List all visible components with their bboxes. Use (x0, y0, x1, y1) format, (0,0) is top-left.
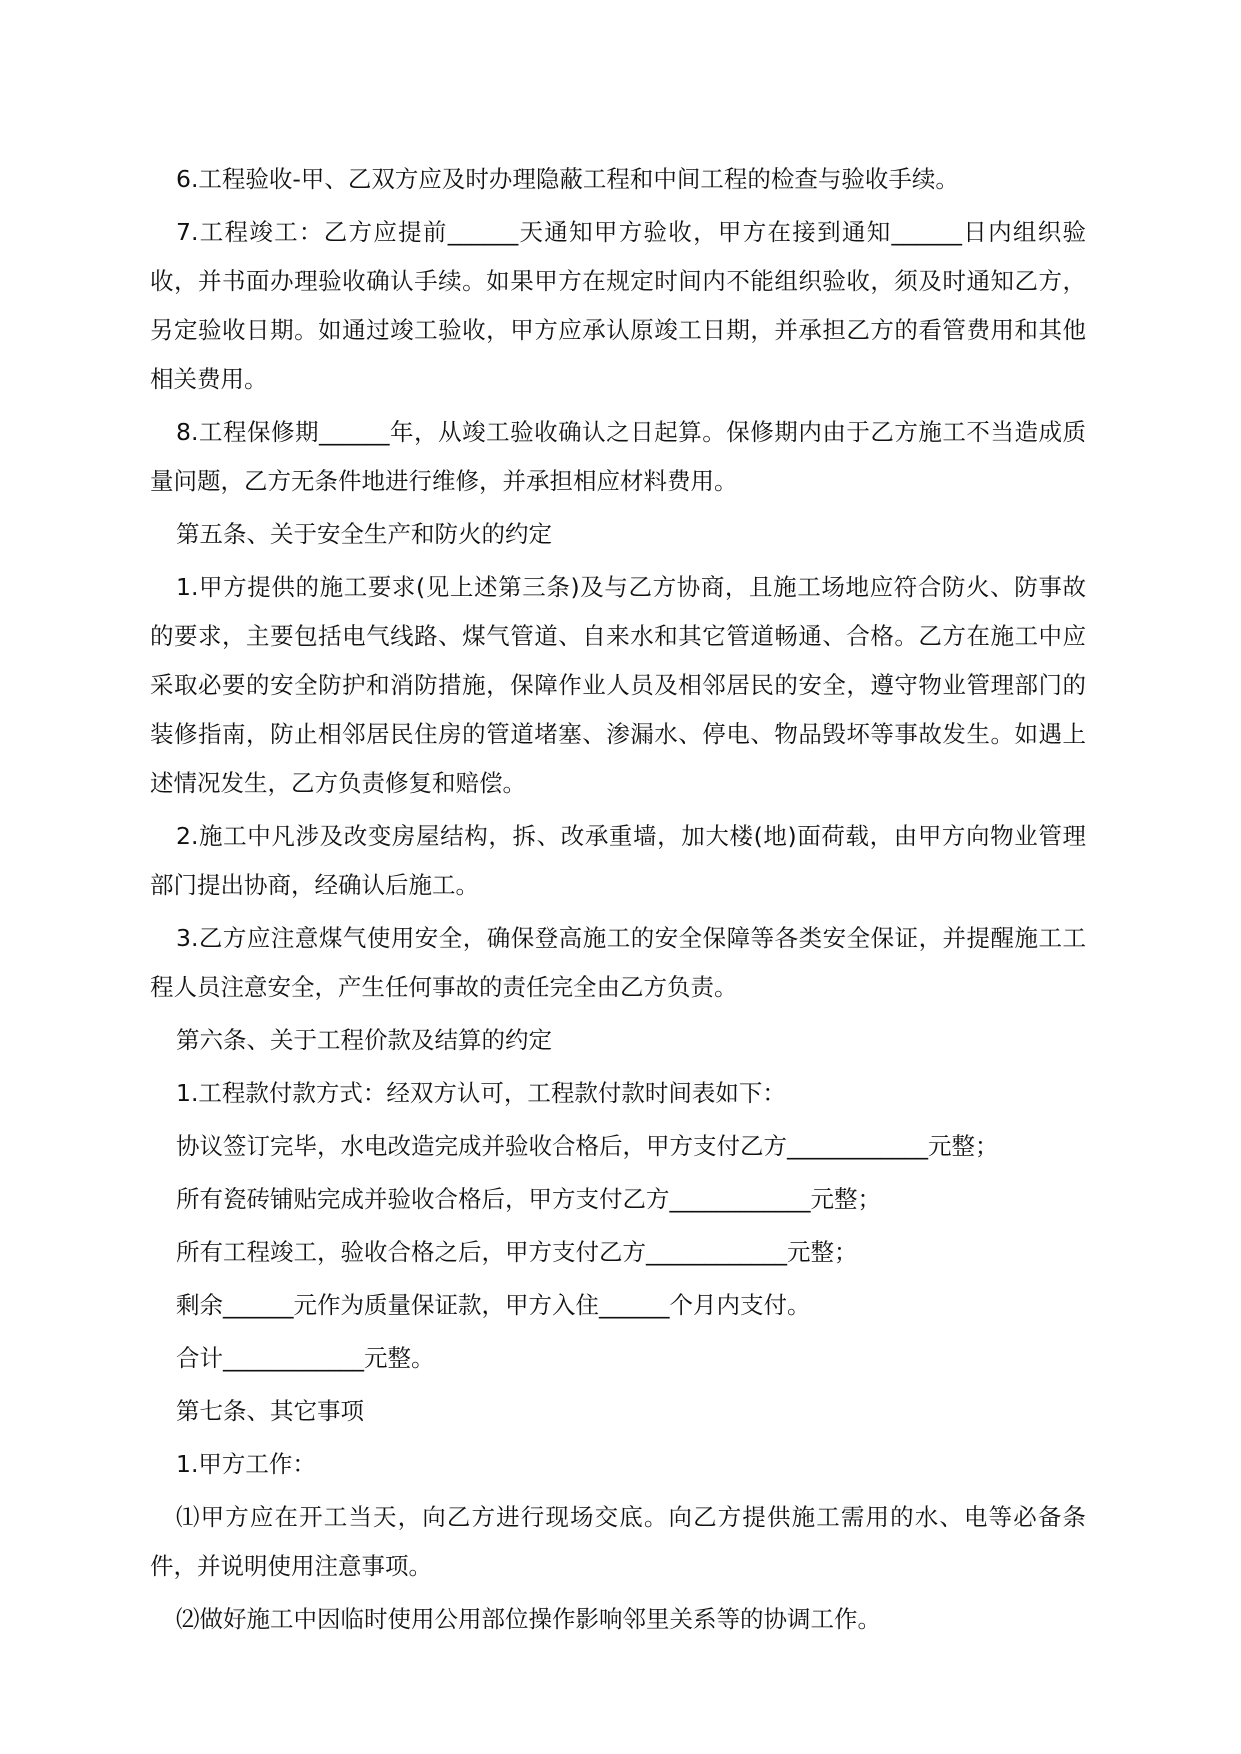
article-6-item-1: 1.工程款付款方式：经双方认可，工程款付款时间表如下： (176, 1079, 786, 1107)
payment-line-1: 协议签订完毕，水电改造完成并验收合格后，甲方支付乙方____________元整； (176, 1132, 999, 1160)
article-5-heading: 第五条、关于安全生产和防火的约定 (176, 520, 552, 548)
clause-7-completion: 7.工程竣工：乙方应提前______天通知甲方验收，甲方在接到通知______日内组织验收，并书面办理验收确认手续。如果甲方在规定时间内不能组织验收，须及时通知乙方，另定验收日期。如通过竣工验收，甲方应承认原竣工日期，并承担乙方的看管费用和其他相关费用。 (150, 218, 1086, 393)
article-7-subitem-2: ⑵做好施工中因临时使用公用部位操作影响邻里关系等的协调工作。 (176, 1605, 881, 1633)
article-7-heading: 第七条、其它事项 (176, 1397, 364, 1425)
article-5-item-3: 3.乙方应注意煤气使用安全，确保登高施工的安全保障等各类安全保证，并提醒施工工程人员注意安全，产生任何事故的责任完全由乙方负责。 (150, 924, 1086, 1001)
document-body (150, 155, 1086, 1648)
payment-total: 合计____________元整。 (176, 1344, 435, 1372)
article-5-item-1: 1.甲方提供的施工要求(见上述第三条)及与乙方协商，且施工场地应符合防火、防事故的要求，主要包括电气线路、煤气管道、自来水和其它管道畅通、合格。乙方在施工中应采取必要的安全防护和消防措施，保障作业人员及相邻居民的安全，遵守物业管理部门的装修指南，防止相邻居民住房的管道堵塞、渗漏水、停电、物品毁坏等事故发生。如遇上述情况发生，乙方负责修复和赔偿。 (150, 573, 1086, 797)
article-7-item-1: 1.甲方工作： (176, 1450, 316, 1478)
payment-line-3: 所有工程竣工，验收合格之后，甲方支付乙方____________元整； (176, 1238, 858, 1266)
article-5-item-2: 2.施工中凡涉及改变房屋结构，拆、改承重墙，加大楼(地)面荷载，由甲方向物业管理部门提出协商，经确认后施工。 (150, 822, 1086, 899)
clause-6-acceptance: 6.工程验收-甲、乙双方应及时办理隐蔽工程和中间工程的检查与验收手续。 (176, 165, 959, 193)
article-7-subitem-1: ⑴甲方应在开工当天，向乙方进行现场交底。向乙方提供施工需用的水、电等必备条件，并说明使用注意事项。 (150, 1503, 1086, 1580)
article-6-heading: 第六条、关于工程价款及结算的约定 (176, 1026, 552, 1054)
clause-8-warranty: 8.工程保修期______年，从竣工验收确认之日起算。保修期内由于乙方施工不当造成质量问题，乙方无条件地进行维修，并承担相应材料费用。 (150, 418, 1086, 495)
payment-line-retention: 剩余______元作为质量保证款，甲方入住______个月内支付。 (176, 1291, 811, 1319)
payment-line-2: 所有瓷砖铺贴完成并验收合格后，甲方支付乙方____________元整； (176, 1185, 881, 1213)
